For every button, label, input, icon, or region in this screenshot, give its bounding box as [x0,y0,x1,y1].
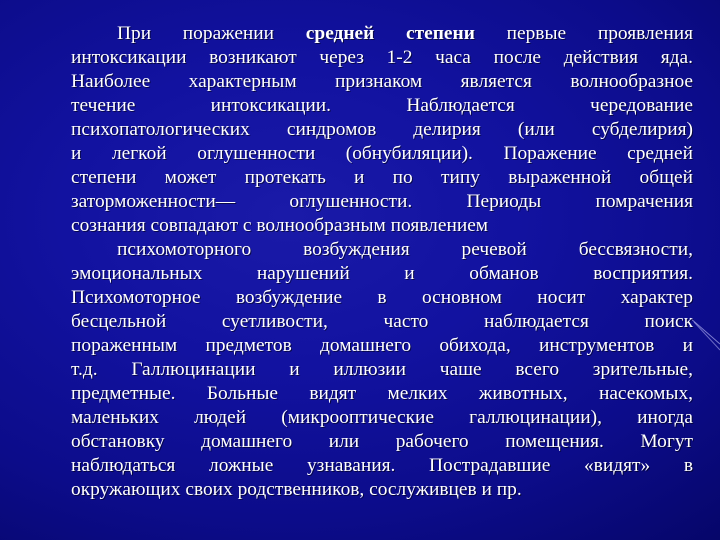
bold-term: средней степени [305,23,475,44]
text-line: предметные. Больные видят мелких животных, насекомых, [71,383,693,404]
text-line: обстановку домашнего или рабочего помещения. Могут [71,431,693,452]
text-line: пораженным предметов домашнего обихода, инструментов и [71,335,693,356]
text-line: течение интоксикации. Наблюдается чередование [71,95,693,116]
text-line: заторможенности— оглушенности. Периоды помрачения [71,191,693,212]
text-line: и легкой оглушенности (обнубиляции). Поражение средней [71,143,693,164]
text-line: Наиболее характерным признаком является волнообразное [71,71,693,92]
text-line [71,22,693,46]
text-line: эмоциональных нарушений и обманов восприятия. [71,263,693,284]
text-line: интоксикации возникают через 1-2 часа после действия яда. [71,47,693,68]
text-line: Психомоторное возбуждение в основном носит характер [71,287,693,308]
text-fragment: При поражении [117,23,306,44]
text-line: степени может протекать и по типу выраженной общей [71,167,693,188]
text-line: сознания совпадают с волнообразным появлением [71,215,489,236]
decorative-lines [690,300,720,360]
paragraph-2 [71,238,693,502]
text-fragment: первые проявления [474,23,693,44]
text-line: наблюдаться ложные узнавания. Пострадавшие «видят» в [71,455,693,476]
paragraph-1 [71,22,693,238]
text-line: окружающих своих родственников, сослуживцев и пр. [71,479,522,500]
text-line: т.д. Галлюцинации и иллюзии чаше всего зрительные, [71,359,693,380]
text-line: бесцельной суетливости, часто наблюдается поиск [71,311,693,332]
text-line: маленьких людей (микрооптические галлюцинации), иногда [71,407,693,428]
text-line: психомоторного возбуждения речевой бессвязности, [117,239,693,260]
text-line: психопатологических синдромов делирия (или субделирия) [71,119,693,140]
